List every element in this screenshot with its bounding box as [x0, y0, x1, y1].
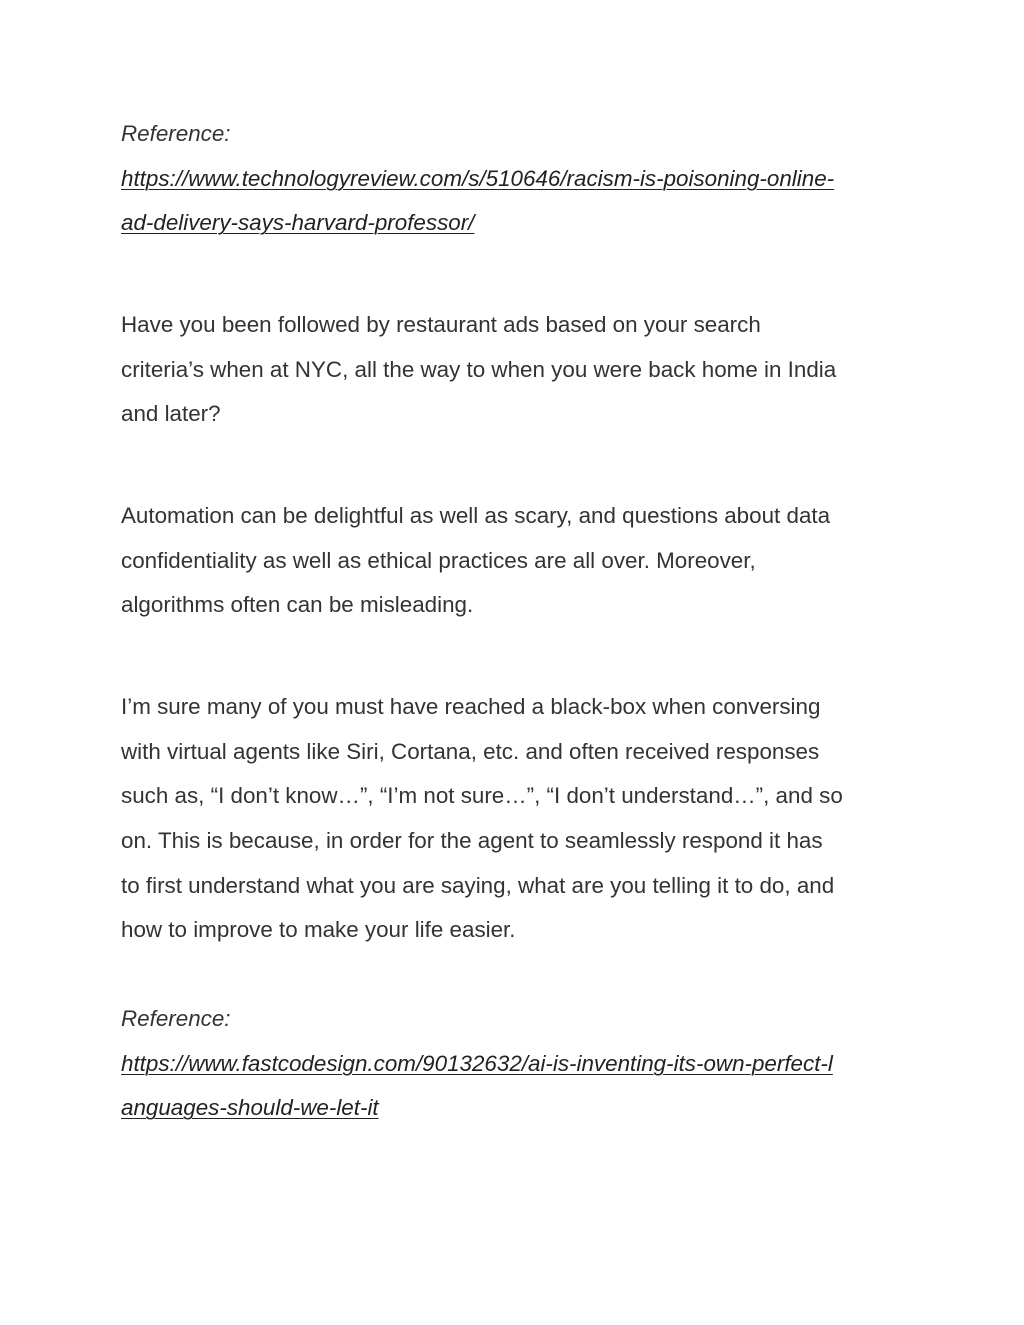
paragraph-line: criteria’s when at NYC, all the way to when you were back home in India	[121, 356, 837, 382]
paragraph-automation	[121, 494, 921, 628]
reference-link-line[interactable]: ad-delivery-says-harvard-professor/	[121, 210, 475, 236]
paragraph-line: confidentiality as well as ethical practices are all over. Moreover,	[121, 547, 756, 573]
paragraph-line: with virtual agents like Siri, Cortana, etc. and often received responses	[121, 738, 820, 764]
paragraph-virtual-agents	[121, 685, 921, 953]
reference-link-line[interactable]: https://www.technologyreview.com/s/510646/racism-is-poisoning-online-	[121, 165, 835, 191]
paragraph-line: on. This is because, in order for the agent to seamlessly respond it has	[121, 828, 823, 854]
paragraph-line: such as, “I don’t know…”, “I’m not sure…”, “I don’t understand…”, and so	[121, 783, 843, 809]
paragraph-line: how to improve to make your life easier.	[121, 917, 516, 943]
reference-block-2	[121, 997, 921, 1131]
reference-link-line[interactable]: https://www.fastcodesign.com/90132632/ai-is-inventing-its-own-perfect-l	[121, 1050, 833, 1076]
paragraph-line: Automation can be delightful as well as scary, and questions about data	[121, 503, 831, 528]
reference-link-line[interactable]: anguages-should-we-let-it	[121, 1095, 379, 1121]
paragraph-line: to first understand what you are saying, what are you telling it to do, and	[121, 872, 835, 898]
paragraph-line: algorithms often can be misleading.	[121, 592, 474, 618]
paragraph-line: Have you been followed by restaurant ads based on your search	[121, 312, 761, 337]
reference-block-1	[121, 112, 921, 246]
paragraph-line: and later?	[121, 401, 221, 427]
paragraph-line: I’m sure many of you must have reached a black-box when conversing	[121, 694, 821, 719]
reference-label: Reference:	[121, 121, 231, 146]
paragraph-restaurant-ads	[121, 303, 921, 437]
reference-label: Reference:	[121, 1006, 231, 1031]
